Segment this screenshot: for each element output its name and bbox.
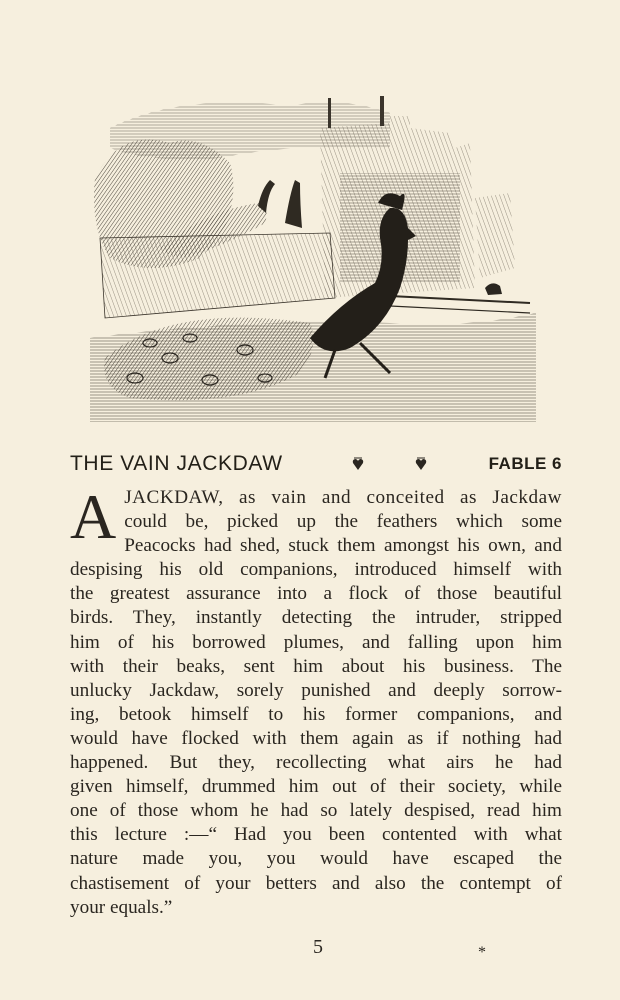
signature-mark: * <box>478 944 486 961</box>
story-line: Peacocks had shed, stuck them amongst his own, and <box>124 535 562 557</box>
jackdaw-peacock-engraving <box>90 88 536 422</box>
fable-heading <box>70 452 562 480</box>
story-line: would have flocked with them again as if nothing had <box>70 727 562 749</box>
fable-number: FABLE 6 <box>488 454 562 473</box>
story-line: despising his old companions, introduced himself with <box>70 559 562 581</box>
story-line: chastisement of your betters and also the contempt of <box>70 872 562 894</box>
story-line: with their beaks, sent him about his business. The <box>70 655 562 677</box>
story-line: nature made you, you would have escaped the <box>70 848 562 870</box>
story-line: birds. They, instantly detecting the intruder, stripped <box>70 607 562 629</box>
story-line: the greatest assurance into a flock of those beautiful <box>70 583 562 605</box>
story-line: could be, picked up the feathers which some <box>124 511 562 533</box>
story-line: JACKDAW, as vain and conceited as Jackdaw <box>124 487 562 508</box>
drop-cap: A <box>70 481 117 552</box>
story-line: unlucky Jackdaw, sorely punished and deeply sorrow- <box>70 679 562 701</box>
fable-text <box>70 481 562 920</box>
story-line: one of those whom he had so lately despised, read him <box>70 800 562 822</box>
page-number: 5 <box>313 936 323 958</box>
story-line: this lecture :—“ Had you been contented with what <box>70 824 562 846</box>
story-line: ing, betook himself to his former companions, and <box>70 703 562 725</box>
story-line: your equals.” <box>70 896 173 918</box>
heart-ornament-icon <box>352 457 364 471</box>
heart-ornament-icon <box>415 457 427 471</box>
story-line: him of his borrowed plumes, and falling upon him <box>70 631 562 653</box>
fable-title: THE VAIN JACKDAW <box>70 452 283 475</box>
story-line: happened. But they, recollecting what airs he had <box>70 752 562 774</box>
story-line: given himself, drummed him out of their society, while <box>70 776 562 798</box>
